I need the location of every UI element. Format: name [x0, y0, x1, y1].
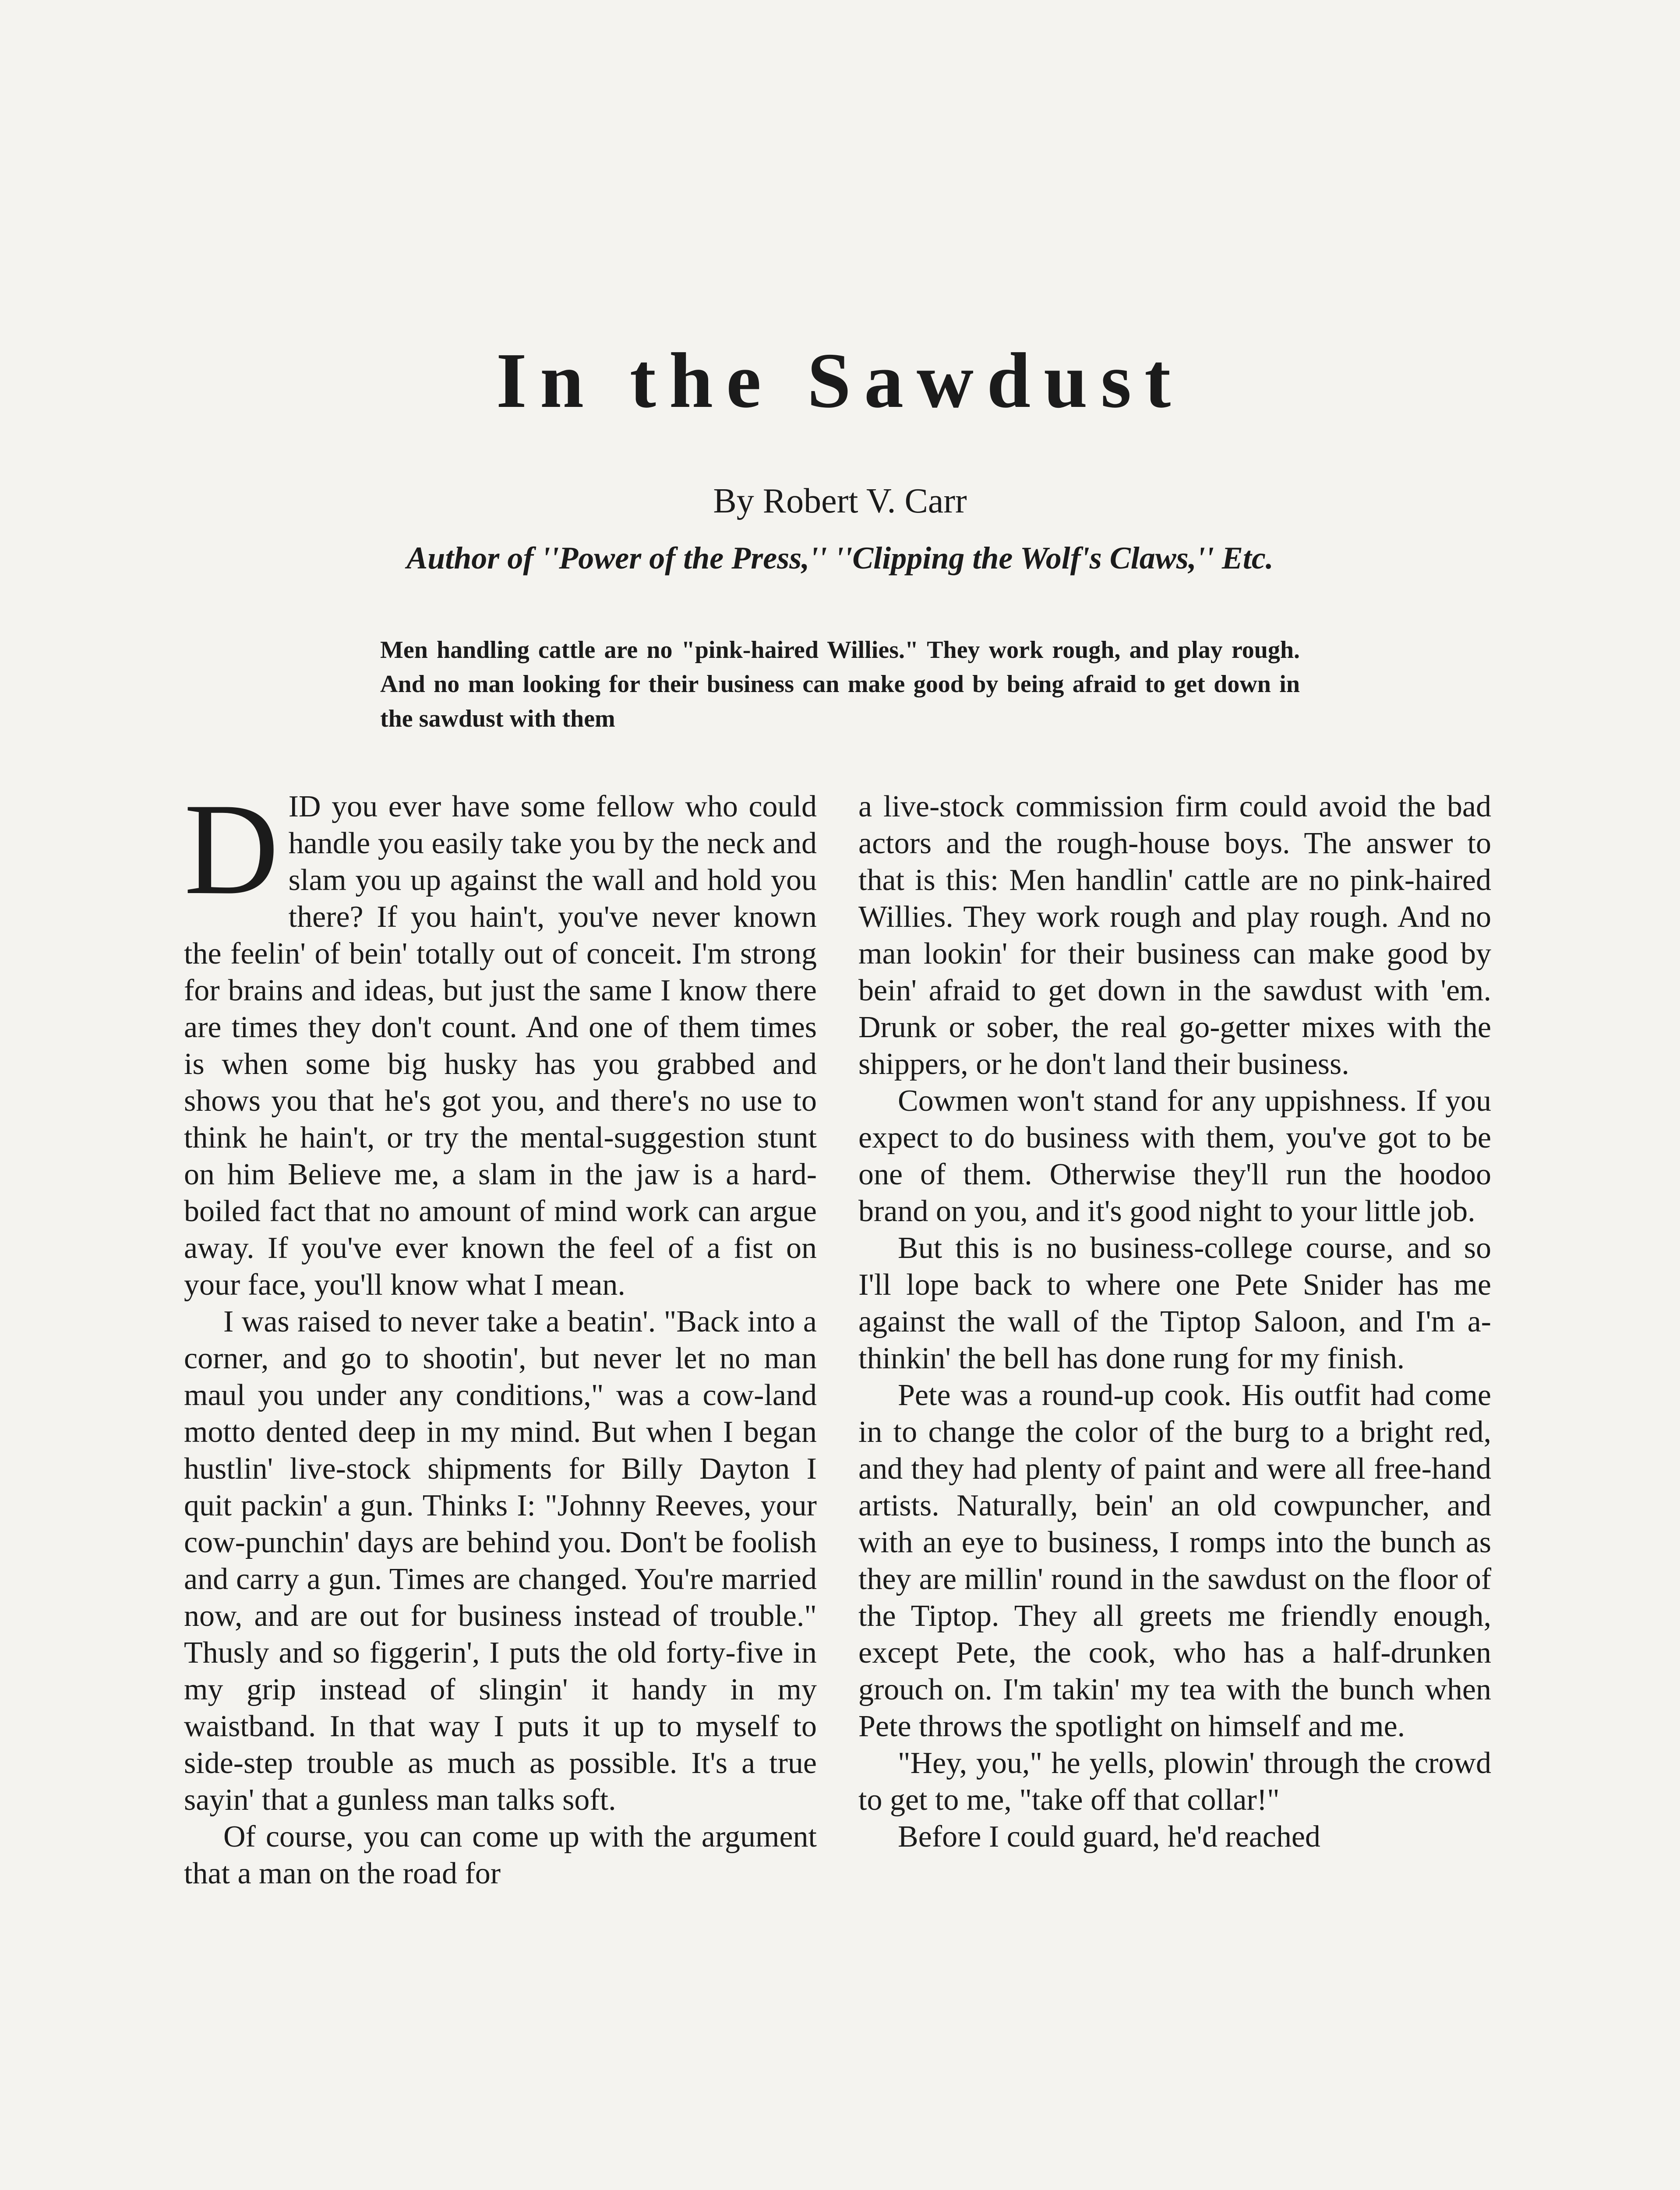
body-paragraph: Pete was a round-up cook. His outfit had come in to change the color of the burg to a bright red, and they had plenty of paint and were all free-hand artists. Naturally, bein' an old cowpuncher, and with an eye to business, I romps into the bunch as they are millin' round in the sawdust on the floor of the Tiptop. They all greets me friendly enough, except Pete, the cook, who has a half-drunken grouch on. I'm takin' my tea with the bunch when Pete throws the spotlight on himself and me. — [858, 1378, 1491, 1743]
body-paragraph: I was raised to never take a beatin'. "Back into a corner, and go to shootin', but never let no man maul you under any conditions," was a cow-land motto dented deep in my mind. But when I began hustlin' live-stock shipments for Billy Dayton I quit packin' a gun. Thinks I: "Johnny Reeves, your cow-punchin' days are behind you. Don't be foolish and carry a gun. Times are changed. You're married now, and are out for business instead of trouble." Thusly and so figgerin', I puts the old forty-five in my grip instead of slingin' it handy in my waistband. In that way I puts it up to myself to side-step trouble as much as possible. It's a true sayin' that a gunless man talks soft. — [184, 1305, 817, 1817]
drop-cap: D — [184, 776, 279, 922]
body-paragraph: Before I could guard, he'd reached — [898, 1820, 1320, 1854]
body-paragraph: Cowmen won't stand for any uppishness. If you expect to do business with them, you've got to be one of them. Otherwise they'll run the hoodoo brand on you, and it's good night to your little job. — [858, 1084, 1491, 1228]
article-title: In the Sawdust — [496, 337, 1184, 424]
article-subhead: Men handling cattle are no "pink-haired Willies." They work rough, and play rough. And no man looking for their business can make good by being afraid to get down in the sawdust with them — [380, 636, 1300, 732]
left-column — [184, 776, 817, 1892]
opening-paragraph-text: ID you ever have some fellow who could handle you easily take you by the neck and slam you up against the wall and hold you there? If you hain't, you've never known the feelin' of bein' totally out of conceit. I'm strong for brains and ideas, but just the same I know there are times they don't count. And one of them times is when some big husky has you grabbed and shows you that he's got you, and there's no use to think he hain't, or try the mental-suggestion stunt on him Believe me, a slam in the jaw is a hard-boiled fact that no amount of mind work can argue away. If you've ever known the feel of a fist on your face, you'll know what I mean. — [184, 790, 817, 1302]
opening-paragraph — [184, 776, 817, 1303]
body-paragraph: Of course, you can come up with the argument that a man on the road for — [184, 1820, 817, 1890]
continued-paragraph: a live-stock commission firm could avoid the bad actors and the rough-house boys. The answer to that is this: Men handlin' cattle are no pink-haired Willies. They work rough and play rough. And no man lookin' for their business can make good by bein' afraid to get down in the sawdust with 'em. Drunk or sober, the real go-getter mixes with the shippers, or he don't land their business. — [858, 790, 1491, 1081]
right-column — [858, 788, 1491, 1855]
body-paragraph: But this is no business-college course, and so I'll lope back to where one Pete Snider has me against the wall of the Tiptop Saloon, and I'm a-thinkin' the bell has done rung for my finish. — [858, 1231, 1491, 1375]
byline: By Robert V. Carr — [713, 482, 967, 520]
body-paragraph: "Hey, you," he yells, plowin' through the crowd to get to me, "take off that collar!" — [858, 1746, 1491, 1817]
author-credits: Author of ''Power of the Press,'' ''Clipping the Wolf's Claws,'' Etc. — [406, 540, 1274, 576]
